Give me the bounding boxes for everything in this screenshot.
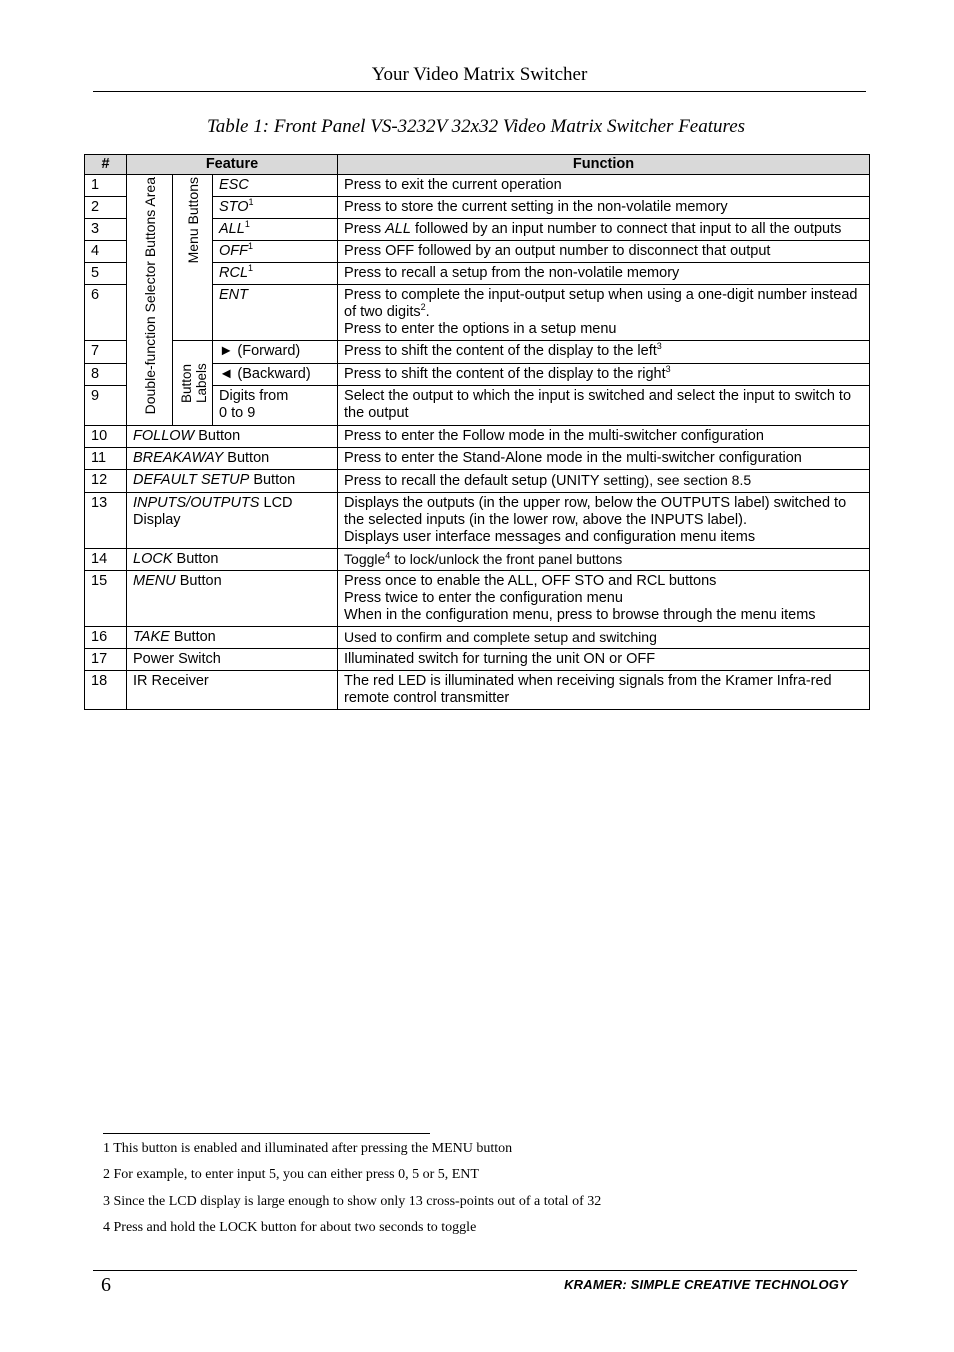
row-number: 3 bbox=[85, 219, 127, 241]
footnote: 2 For example, to enter input 5, you can either press 0, 5 or 5, ENT bbox=[103, 1167, 479, 1183]
feature-name: ESC bbox=[219, 177, 249, 193]
function-cell bbox=[338, 470, 870, 493]
feature-name: FOLLOW bbox=[133, 428, 195, 444]
row-number: 11 bbox=[85, 448, 127, 470]
footnote-ref: 3 bbox=[665, 363, 671, 374]
row-number: 1 bbox=[85, 175, 127, 197]
group-label-menu-buttons: Menu Buttons bbox=[185, 177, 201, 264]
feature-cell: ◄ (Backward) bbox=[213, 363, 338, 386]
table-row bbox=[85, 649, 870, 671]
function-text: Press to recall the default setup (UNITY bbox=[344, 473, 604, 489]
feature-cell bbox=[127, 426, 338, 448]
table-row bbox=[85, 671, 870, 710]
function-cell: Select the output to which the input is switched and select the input to switch to the output bbox=[338, 386, 870, 426]
column-header-feature: Feature bbox=[127, 155, 338, 175]
table-row bbox=[85, 493, 870, 549]
table-row bbox=[85, 549, 870, 571]
feature-text: Button bbox=[194, 428, 241, 444]
feature-name: OFF bbox=[219, 243, 248, 259]
feature-cell bbox=[127, 470, 338, 493]
function-text-italic: ALL bbox=[385, 221, 411, 237]
function-cell: Press to enter the Stand-Alone mode in the multi-switcher configuration bbox=[338, 448, 870, 470]
footnotes bbox=[103, 1140, 863, 1245]
function-text: Toggle bbox=[344, 551, 386, 567]
feature-cell bbox=[213, 219, 338, 241]
footnote-ref: 1 bbox=[248, 241, 254, 252]
footnote: 1 This button is enabled and illuminated after pressing the MENU button bbox=[103, 1141, 513, 1156]
row-number: 9 bbox=[85, 386, 127, 426]
table-caption: Table 1: Front Panel VS-3232V 32x32 Video Matrix Switcher Features bbox=[206, 116, 746, 137]
row-number: 14 bbox=[85, 549, 127, 571]
row-number: 5 bbox=[85, 263, 127, 285]
feature-cell bbox=[213, 175, 338, 197]
function-text: . bbox=[425, 304, 430, 320]
table-row bbox=[85, 627, 870, 649]
function-cell bbox=[338, 341, 870, 364]
function-cell bbox=[338, 571, 870, 627]
footnote-ref: 4 bbox=[385, 550, 391, 561]
group-label-double-function: Double-function Selector Buttons Area bbox=[142, 177, 158, 415]
function-cell bbox=[338, 363, 870, 386]
function-cell: Press to exit the current operation bbox=[338, 175, 870, 197]
feature-cell bbox=[213, 386, 338, 426]
footnote-ref: 2 bbox=[420, 302, 426, 313]
feature-name: MENU bbox=[133, 573, 176, 589]
table-row bbox=[85, 426, 870, 448]
table-row bbox=[85, 470, 870, 493]
page-header-title: Your Video Matrix Switcher bbox=[371, 64, 588, 85]
feature-cell bbox=[213, 263, 338, 285]
function-text: followed by an input number to connect that input to all the outputs bbox=[410, 221, 842, 237]
function-cell: Illuminated switch for turning the unit ON or OFF bbox=[338, 649, 870, 671]
feature-cell bbox=[127, 627, 338, 649]
function-cell: The red LED is illuminated when receiving signals from the Kramer Infra-red remote control transmitter bbox=[338, 671, 870, 710]
row-number: 17 bbox=[85, 649, 127, 671]
function-cell bbox=[338, 285, 870, 341]
column-header-num: # bbox=[85, 155, 127, 175]
function-text: Press to enter the options in a setup menu bbox=[344, 321, 617, 337]
feature-cell bbox=[213, 197, 338, 219]
table-row bbox=[85, 571, 870, 627]
footnote: 3 Since the LCD display is large enough to show only 13 cross-points out of a total of 32 bbox=[103, 1193, 602, 1209]
feature-name: DEFAULT SETUP bbox=[133, 472, 250, 488]
feature-cell: ► (Forward) bbox=[213, 341, 338, 364]
feature-name: BREAKAWAY bbox=[133, 450, 224, 466]
feature-name: TAKE bbox=[133, 629, 170, 645]
function-text: Press twice to enter the configuration menu bbox=[344, 590, 623, 606]
feature-text: Digits from bbox=[219, 388, 289, 405]
row-number: 15 bbox=[85, 571, 127, 627]
function-cell: Press to recall a setup from the non-volatile memory bbox=[338, 263, 870, 285]
table-header-row bbox=[85, 155, 870, 175]
function-text: Press to shift the content of the display to the right bbox=[344, 365, 666, 382]
group-label-button-labels: Button Labels bbox=[179, 363, 209, 403]
function-text: setting), see section 8.5 bbox=[603, 472, 752, 488]
function-text: to lock/unlock the front panel buttons bbox=[390, 551, 623, 567]
row-number: 18 bbox=[85, 671, 127, 710]
table-row bbox=[85, 341, 870, 364]
function-text: Displays user interface messages and configuration menu items bbox=[344, 529, 756, 545]
function-cell bbox=[338, 549, 870, 571]
table-row bbox=[85, 448, 870, 470]
row-number: 2 bbox=[85, 197, 127, 219]
feature-text: Button bbox=[172, 551, 219, 567]
footnote-ref: 3 bbox=[656, 341, 662, 352]
feature-cell bbox=[127, 448, 338, 470]
row-number: 6 bbox=[85, 285, 127, 341]
function-text: Press bbox=[344, 221, 386, 237]
footnote: 4 Press and hold the LOCK button for about two seconds to toggle bbox=[103, 1219, 477, 1235]
feature-cell: Power Switch bbox=[127, 649, 338, 671]
function-text: Press to complete the input-output setup when using a one-digit number instead of two digits bbox=[344, 287, 858, 320]
header-rule bbox=[93, 91, 866, 92]
footer-brand: KRAMER: SIMPLE CREATIVE TECHNOLOGY bbox=[564, 1277, 848, 1292]
function-cell bbox=[338, 219, 870, 241]
feature-name: ALL bbox=[219, 221, 245, 237]
feature-cell bbox=[127, 571, 338, 627]
feature-text: Button bbox=[249, 472, 296, 488]
column-header-function: Function bbox=[338, 155, 870, 175]
function-cell bbox=[338, 493, 870, 549]
row-number: 4 bbox=[85, 241, 127, 263]
footer-rule bbox=[93, 1270, 857, 1271]
feature-text: Button bbox=[175, 573, 222, 589]
feature-text: Button bbox=[169, 629, 216, 645]
function-text: When in the configuration menu, press to browse through the menu items bbox=[344, 607, 816, 623]
feature-cell bbox=[127, 493, 338, 549]
feature-name: ENT bbox=[219, 287, 248, 303]
feature-name: INPUTS/OUTPUTS bbox=[133, 495, 260, 511]
feature-cell bbox=[213, 241, 338, 263]
feature-cell bbox=[213, 285, 338, 341]
row-number: 13 bbox=[85, 493, 127, 549]
function-text: Displays the outputs (in the upper row, below the OUTPUTS label) switched to the selected inputs (in the lower row, above the INPUTS label). bbox=[344, 495, 847, 528]
feature-cell bbox=[127, 549, 338, 571]
feature-name: LOCK bbox=[133, 551, 173, 567]
function-cell: Press OFF followed by an output number to disconnect that output bbox=[338, 241, 870, 263]
row-number: 10 bbox=[85, 426, 127, 448]
row-number: 8 bbox=[85, 363, 127, 386]
group-double-function bbox=[127, 175, 173, 426]
footnote-ref: 1 bbox=[244, 219, 250, 230]
function-cell: Used to confirm and complete setup and switching bbox=[338, 627, 870, 649]
group-button-labels bbox=[173, 341, 213, 426]
function-text: Press to shift the content of the display to the left bbox=[344, 343, 657, 359]
row-number: 12 bbox=[85, 470, 127, 493]
function-text: Press once to enable the ALL, OFF STO and RCL buttons bbox=[344, 573, 717, 589]
feature-text: LCD Display bbox=[133, 495, 293, 528]
feature-text: Button bbox=[223, 450, 270, 466]
feature-name: RCL bbox=[219, 265, 249, 281]
footnote-ref: 1 bbox=[248, 197, 254, 208]
row-number: 7 bbox=[85, 341, 127, 364]
feature-cell: IR Receiver bbox=[127, 671, 338, 710]
features-table bbox=[84, 154, 870, 710]
group-menu-buttons bbox=[173, 175, 213, 341]
footnote-ref: 1 bbox=[248, 263, 254, 274]
function-cell: Press to enter the Follow mode in the multi-switcher configuration bbox=[338, 426, 870, 448]
table-row bbox=[85, 175, 870, 197]
page-number: 6 bbox=[101, 1274, 111, 1296]
row-number: 16 bbox=[85, 627, 127, 649]
feature-text: 0 to 9 bbox=[219, 405, 256, 422]
feature-name: STO bbox=[219, 199, 249, 215]
function-cell: Press to store the current setting in the non-volatile memory bbox=[338, 197, 870, 219]
footnote-rule bbox=[103, 1133, 430, 1134]
